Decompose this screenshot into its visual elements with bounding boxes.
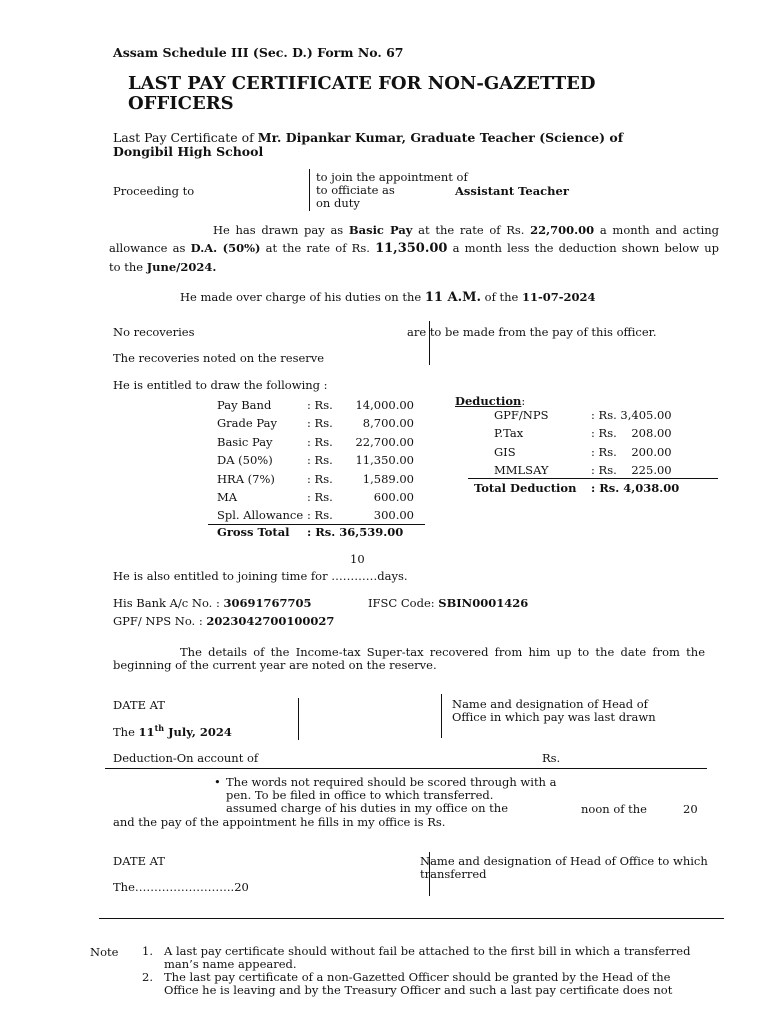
joining-time: He is also entitled to joining time for …………days. (113, 569, 408, 583)
note-line-1: A last pay certificate should without fail be attached to the first bill in which a transferred (164, 944, 691, 958)
pay-item-sep: : Rs. (307, 398, 333, 412)
note-line-1: The last pay certificate of a non-Gazetted Officer should be granted by the Head of the (164, 970, 671, 984)
deduction-account-label: Deduction-On account of (113, 751, 259, 765)
pay-item-label: Pay Band (217, 398, 272, 412)
deduction-row (494, 406, 672, 424)
deduction-row (494, 424, 672, 442)
da-label: D.A. (50%) (190, 241, 261, 255)
transfer-note: The words not required should be scored through with a pen. To be filed in office to which transferred. assumed charge of his duties in my office on the (226, 775, 557, 815)
form-number: Assam Schedule III (Sec. D.) Form No. 67 (113, 45, 404, 60)
note-label: Note (90, 945, 119, 959)
deduction-label: P.Tax (494, 426, 524, 441)
pay-item-amount: 22,700.00 (355, 434, 414, 449)
pay-item-amount: 300.00 (373, 508, 414, 523)
deduction-label: MMLSAY (494, 463, 549, 478)
proceeding-divider (309, 169, 310, 211)
gross-total-value: : Rs. 36,539.00 (307, 525, 404, 539)
note-line-2: Office he is leaving and by the Treasury Officer and such a last pay certificate does not (164, 983, 673, 997)
pay-item-row (217, 488, 414, 506)
note-item (142, 971, 712, 997)
total-deduction-label: Total Deduction (474, 481, 577, 495)
option-join: to join the appointment of (316, 170, 468, 184)
school-name: Dongibil High School (113, 144, 264, 159)
income-tax-paragraph: The details of the Income-tax Super-tax recovered from him up to the date from the beginning of the current year are noted on the reserve. (113, 645, 705, 672)
charge-line: He made over charge of his duties on the 11 A.M. of the 11-07-2024 (180, 290, 596, 305)
pay-item-row (217, 506, 414, 524)
designation: Assistant Teacher (455, 184, 569, 198)
sig1-divider-right (441, 694, 442, 738)
proceeding-options (316, 171, 468, 210)
da-amount: 11,350.00 (375, 241, 448, 256)
deduction-account-rs: Rs. (542, 751, 561, 765)
pay-item-row (217, 451, 414, 469)
pay-item-row (217, 414, 414, 432)
ifsc-code: SBIN0001426 (438, 596, 529, 610)
pay-item-sep: : Rs. (307, 508, 333, 523)
charge-time: 11 A.M. (424, 290, 482, 305)
notes-list (142, 945, 712, 997)
pay-item-sep: : Rs. (307, 434, 333, 449)
pay-paragraph: He has drawn pay as Basic Pay at the rate of Rs. 22,700.00 a month and acting allowance as D.A. (50%) at the rate of Rs. 11,350.00 a month less the deduction shown below up to the June/2024. (109, 223, 720, 274)
pay-item-sep: : Rs. (307, 489, 333, 504)
transfer-year: 20 (683, 802, 698, 816)
pay-item-row (217, 470, 414, 488)
pay-item-row (217, 433, 414, 451)
pay-item-label: Spl. Allowance (217, 508, 304, 523)
pay-item-amount: 8,700.00 (362, 416, 414, 431)
ifsc: IFSC Code: SBIN0001426 (368, 596, 529, 610)
pay-item-amount: 14,000.00 (355, 398, 414, 412)
noon-of-the: noon of the (581, 802, 647, 816)
head-office-2: Name and designation of Head of Office to which transferred (420, 854, 708, 881)
deduction-table (494, 406, 672, 480)
deduction-value: : Rs. 200.00 (591, 444, 672, 459)
sig-date-2: The……………………..20 (113, 880, 249, 894)
title-line-1: LAST PAY CERTIFICATE FOR NON-GAZETTED (128, 73, 596, 94)
pay-item-label: HRA (7%) (217, 471, 275, 486)
basic-pay-amount: 22,700.00 (530, 223, 595, 237)
bank-account-number: 30691767705 (223, 596, 312, 610)
note-item (142, 945, 712, 971)
entitled-label: He is entitled to draw the following : (113, 378, 328, 392)
recoveries-noted: The recoveries noted on the reserve (113, 351, 325, 365)
total-deduction-value: : Rs. 4,038.00 (591, 481, 680, 495)
pay-item-sep: : Rs. (307, 416, 333, 431)
deduction-heading: Deduction: (455, 394, 526, 408)
certificate-prefix: Last Pay Certificate of (113, 130, 254, 145)
recoveries-made: are to be made from the pay of this officer. (407, 325, 657, 339)
pay-item-amount: 1,589.00 (362, 471, 414, 486)
transfer-pay: and the pay of the appointment he fills in my office is Rs. (113, 815, 446, 829)
deduction-row (494, 443, 672, 461)
basic-pay-label: Basic Pay (348, 223, 413, 237)
deduction-label: GPF/NPS (494, 408, 549, 422)
bank-account: His Bank A/c No. : 30691767705 (113, 596, 312, 610)
deduction-row (494, 461, 672, 479)
pay-item-row (217, 396, 414, 414)
section-rule-1 (105, 768, 707, 769)
note-line-2: man’s name appeared. (164, 957, 297, 971)
head-office-1: Name and designation of Head of Office in which pay was last drawn (452, 697, 656, 724)
note-number: 1. (142, 944, 153, 958)
page-title (128, 74, 596, 114)
note-number: 2. (142, 970, 153, 984)
sig1-divider-left (298, 698, 299, 740)
gross-total-label: Gross Total (217, 525, 290, 539)
deduction-value: : Rs. 225.00 (591, 463, 672, 478)
pay-item-label: MA (217, 489, 238, 504)
sig-date-1: The 11th July, 2024 (113, 723, 232, 739)
certificate-of (113, 131, 623, 159)
title-line-2: OFFICERS (128, 93, 234, 114)
deduction-total-rule (468, 478, 718, 479)
gpf-number-value: 202304270010002​7 (206, 614, 335, 628)
pay-item-amount: 600.00 (373, 489, 414, 504)
deduction-value: : Rs. 3,405.00 (591, 408, 672, 422)
joining-days-value: 10 (350, 552, 365, 566)
bullet: • (214, 775, 221, 789)
option-on-duty: on duty (316, 196, 360, 210)
section-rule-2 (99, 918, 724, 919)
pay-items-table (217, 396, 414, 525)
pay-item-sep: : Rs. (307, 471, 333, 486)
no-recoveries: No recoveries (113, 325, 195, 339)
pay-item-label: DA (50%) (217, 453, 273, 468)
deduction-label: GIS (494, 444, 516, 459)
gpf-number: GPF/ NPS No. : 202304270010002​7 (113, 614, 335, 628)
pay-upto: June/2024. (146, 260, 217, 274)
option-officiate: to officiate as (316, 183, 395, 197)
proceeding-label: Proceeding to (113, 184, 195, 198)
deduction-value: : Rs. 208.00 (591, 426, 672, 441)
date-at-1: DATE AT (113, 698, 165, 712)
pay-item-sep: : Rs. (307, 453, 333, 468)
charge-date: 11-07-2024 (522, 290, 596, 304)
pay-item-label: Grade Pay (217, 416, 277, 431)
pay-item-amount: 11,350.00 (355, 453, 414, 468)
officer-name: Mr. Dipankar Kumar, Graduate Teacher (Science) of (257, 130, 624, 145)
pay-item-label: Basic Pay (217, 434, 273, 449)
date-at-2: DATE AT (113, 854, 165, 868)
